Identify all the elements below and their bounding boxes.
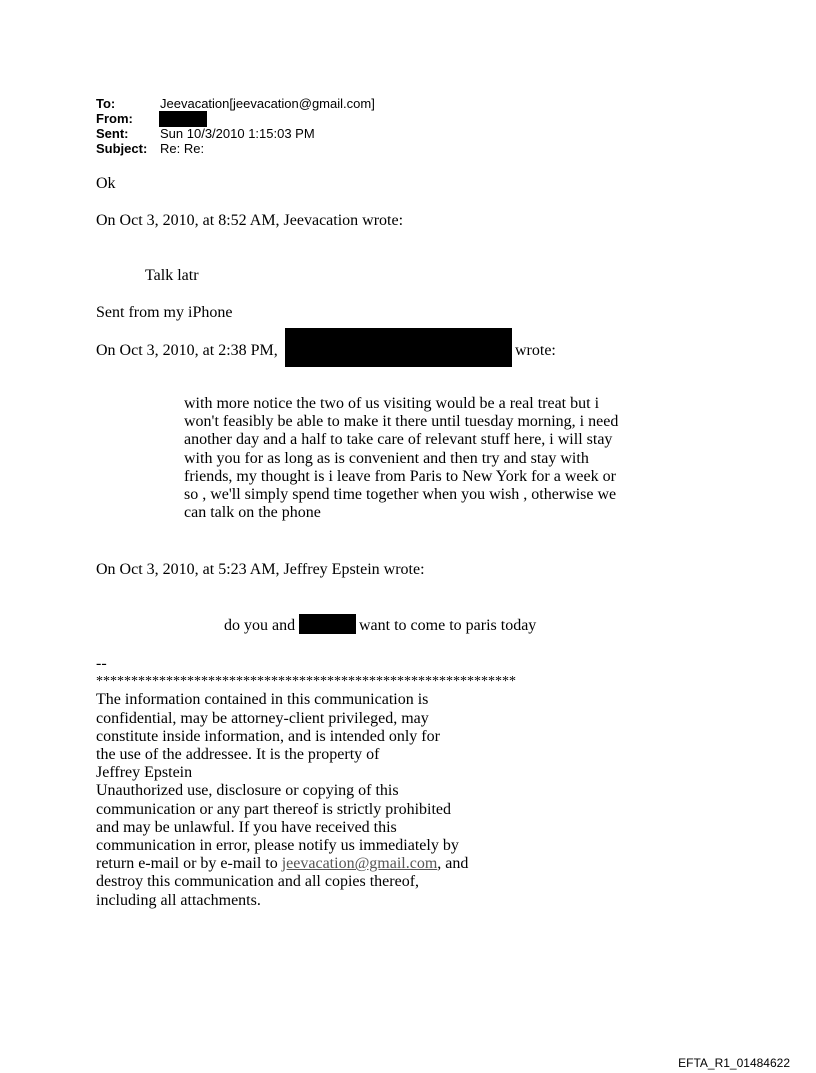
redaction-sender xyxy=(285,328,512,367)
signature: Sent from my iPhone xyxy=(96,304,233,321)
disclaimer-closing-line: including all attachments. xyxy=(96,891,261,909)
disclaimer-line: The information contained in this communication is xyxy=(96,691,429,709)
reply-text: Ok xyxy=(96,175,116,192)
sent-label: Sent: xyxy=(96,126,129,141)
disclaimer-return-line xyxy=(96,855,516,873)
disclaimer-stars: ************************************************************ xyxy=(96,674,516,690)
quote2-line: with you for as long as is convenient and then try and stay with xyxy=(184,449,589,467)
quote3-suffix: want to come to paris today xyxy=(359,617,537,634)
return-prefix: return e-mail or by e-mail to xyxy=(96,855,278,873)
from-label: From: xyxy=(96,111,133,126)
redaction-from xyxy=(159,111,207,127)
disclaimer-line: constitute inside information, and is intended only for xyxy=(96,727,440,745)
quote2-line: with more notice the two of us visiting would be a real treat but i xyxy=(184,395,600,412)
redaction-name xyxy=(299,614,356,634)
quote3-intro: On Oct 3, 2010, at 5:23 AM, Jeffrey Epstein wrote: xyxy=(96,561,425,578)
subject-value: Re: Re: xyxy=(160,141,205,156)
to-value: Jeevacation[jeevacation@gmail.com] xyxy=(160,96,375,111)
sent-value: Sun 10/3/2010 1:15:03 PM xyxy=(160,126,315,141)
disclaimer-line: and may be unlawful. If you have received this xyxy=(96,818,397,836)
disclaimer-dashes: -- xyxy=(96,655,107,672)
quote1-text: Talk latr xyxy=(145,267,199,284)
disclaimer-line: Jeffrey Epstein xyxy=(96,764,193,782)
quote2-intro-suffix: wrote: xyxy=(515,342,556,359)
quote2-line: so , we'll simply spend time together when you wish , otherwise we xyxy=(184,486,617,504)
quote2-line: friends, my thought is i leave from Paris to New York for a week or xyxy=(184,467,616,485)
quote2-line: won't feasibly be able to make it there until tuesday morning, i need xyxy=(184,413,619,431)
to-label: To: xyxy=(96,96,116,111)
disclaimer-line: communication in error, please notify us immediately by xyxy=(96,837,459,855)
disclaimer-line: the use of the addressee. It is the property of xyxy=(96,746,380,764)
quote1-intro: On Oct 3, 2010, at 8:52 AM, Jeevacation wrote: xyxy=(96,212,404,229)
disclaimer-closing-line: destroy this communication and all copies thereof, xyxy=(96,873,420,891)
quote2-line: can talk on the phone xyxy=(184,504,321,522)
document-id: EFTA_R1_01484622 xyxy=(678,1056,790,1070)
quote2-line: another day and a half to take care of relevant stuff here, i will stay xyxy=(184,431,613,449)
return-suffix: , and xyxy=(437,855,469,873)
disclaimer-line: communication or any part thereof is strictly prohibited xyxy=(96,800,452,818)
quote3-prefix: do you and xyxy=(224,617,296,634)
disclaimer-line: Unauthorized use, disclosure or copying of this xyxy=(96,782,399,800)
quote2-intro-prefix: On Oct 3, 2010, at 2:38 PM, xyxy=(96,342,278,359)
email-link[interactable]: jeevacation@gmail.com xyxy=(281,855,438,873)
disclaimer xyxy=(96,655,516,910)
disclaimer-line: confidential, may be attorney-client privileged, may xyxy=(96,709,429,727)
subject-label: Subject: xyxy=(96,141,148,156)
quote2-body xyxy=(184,395,618,522)
